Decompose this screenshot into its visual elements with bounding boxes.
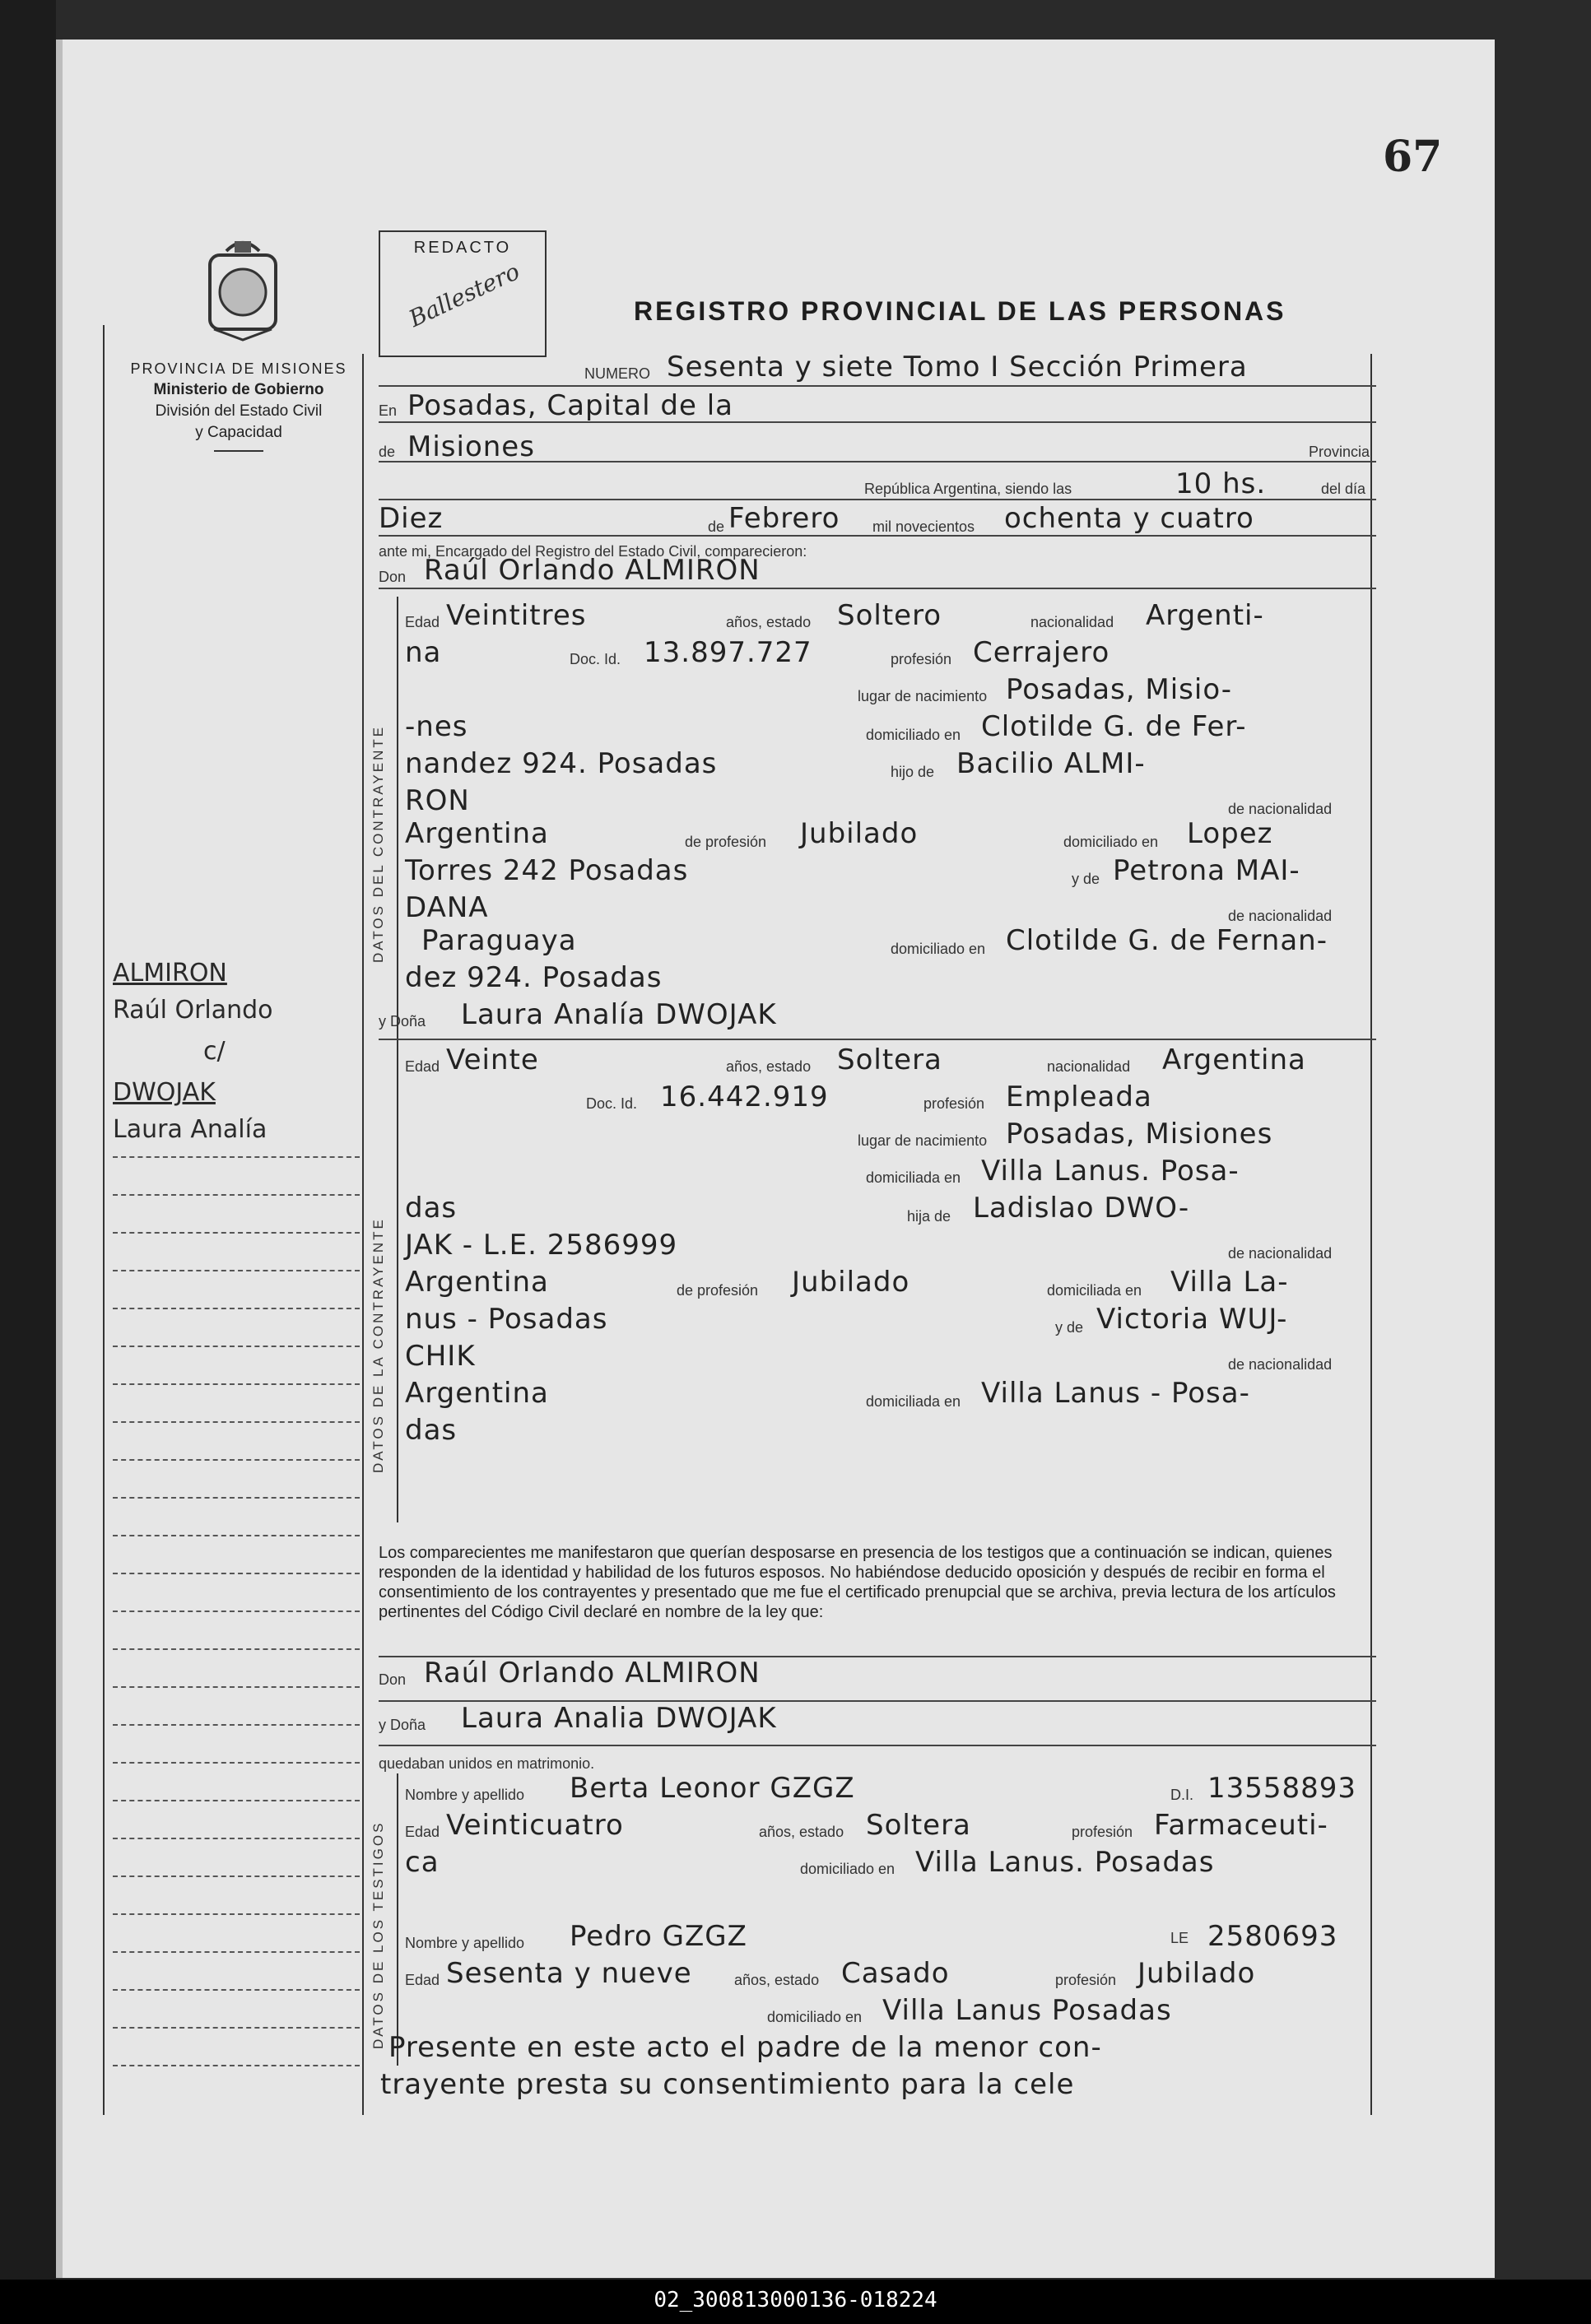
label-w1-nombre: Nombre y apellido <box>405 1787 525 1803</box>
value-anio: ochenta y cuatro <box>1004 502 1254 535</box>
w1-estado: Soltera <box>866 1809 971 1842</box>
margin-rule <box>113 1383 360 1385</box>
declaration-paragraph: Los comparecientes me manifestaron que querían desposarse en presencia de los testigos que a continuación se indican, quienes responden de la identidad y habilidad de los futuros esposos. No habiéndose deducido oposición y después de recibir en forma el consentimiento de los contrayentes y presentado que me fue el certificado prenupcial que se archiva, previa lectura de los artículos pertinentes del Código Civil declaré en nombre de la ley que: <box>379 1544 1336 1621</box>
label-madre-dom: domiciliado en <box>891 941 986 957</box>
label-datos-contrayente: DATOS DEL CONTRAYENTE <box>370 724 386 963</box>
bride-estado: Soltera <box>837 1043 942 1076</box>
margin-rule <box>113 1156 360 1158</box>
w2-edad: Sesenta y nueve <box>446 1957 692 1990</box>
margin-rule <box>113 1762 360 1764</box>
margin-surname-groom: ALMIRON <box>113 959 227 988</box>
value-don2: Raúl Orlando ALMIRON <box>424 1657 761 1690</box>
value-dia: Diez <box>379 502 444 535</box>
w2-nombre: Pedro GZGZ <box>570 1920 747 1953</box>
w2-prof: Jubilado <box>1137 1957 1256 1990</box>
bride-padre-cont: JAK - L.E. 2586999 <box>405 1229 678 1262</box>
margin-given-groom: Raúl Orlando <box>113 996 273 1025</box>
bride-lugar: Posadas, Misiones <box>1006 1118 1273 1150</box>
label-datos-testigos: DATOS DE LOS TESTIGOS <box>370 1820 386 2049</box>
groom-lugar-cont: -nes <box>405 710 468 743</box>
margin-rule <box>113 1270 360 1271</box>
form-rule <box>379 1745 1376 1746</box>
page-number: 67 <box>1383 132 1443 182</box>
bride-madre-cont: CHIK <box>405 1340 476 1373</box>
label-del-dia: del día <box>1321 481 1366 497</box>
margin-rule <box>113 1724 360 1726</box>
label-bride-madre-dom: domiciliada en <box>866 1393 961 1410</box>
bride-nac: Argentina <box>1162 1043 1306 1076</box>
label-w2-dom: domiciliado en <box>767 2009 863 2025</box>
label-bride-padre-profesion: de profesión <box>677 1282 759 1299</box>
margin-rule <box>113 2027 360 2029</box>
bride-madre-dom: Villa Lanus - Posa- <box>981 1377 1250 1410</box>
label-w2-estado: años, estado <box>734 1972 820 1988</box>
value-en: Posadas, Capital de la <box>407 389 733 422</box>
form-rule <box>379 588 1376 589</box>
groom-prof: Cerrajero <box>973 636 1110 669</box>
label-de: de <box>379 444 396 460</box>
label-w2-le: LE <box>1170 1930 1189 1946</box>
form-rule <box>379 385 1376 387</box>
groom-padre-prof: Jubilado <box>800 817 919 850</box>
margin-rule <box>113 1346 360 1347</box>
margin-given-bride: Laura Analía <box>113 1115 267 1144</box>
groom-nac: Argenti- <box>1146 599 1264 632</box>
note-line2: trayente presta su consentimiento para la cele <box>380 2068 1075 2101</box>
bride-dom-cont: das <box>405 1192 458 1225</box>
margin-rule <box>113 1232 360 1234</box>
bride-dom: Villa Lanus. Posa- <box>981 1155 1240 1188</box>
margin-rule <box>113 2065 360 2066</box>
w1-prof-cont: ca <box>405 1846 440 1879</box>
book-spine <box>0 0 56 2324</box>
value-hora: 10 hs. <box>1175 467 1267 500</box>
value-don: Raúl Orlando ALMIRON <box>424 554 761 587</box>
bride-block <box>397 1041 398 1522</box>
groom-padre: Bacilio ALMI- <box>956 747 1146 780</box>
groom-doc: 13.897.727 <box>644 636 812 669</box>
ministry-capacity: y Capacidad <box>195 424 282 441</box>
marriage-form <box>362 351 1384 2115</box>
margin-rule <box>113 1875 360 1877</box>
groom-padre-cont: RON <box>405 784 470 817</box>
form-rule <box>379 461 1376 462</box>
label-edad: Edad <box>405 614 440 630</box>
groom-edad: Veintitres <box>446 599 587 632</box>
label-datos-contrayenta: DATOS DE LA CONTRAYENTE <box>370 1217 386 1473</box>
groom-padre-dom-cont: Torres 242 Posadas <box>405 854 689 887</box>
w1-dom: Villa Lanus. Posadas <box>915 1846 1215 1879</box>
ministry-name: Ministerio de Gobierno <box>153 381 324 398</box>
label-bride-padre-dom: domiciliada en <box>1047 1282 1142 1299</box>
groom-padre-nac: Argentina <box>405 817 549 850</box>
label-bride-madre-nacionalidad: de nacionalidad <box>1228 1356 1333 1373</box>
label-bride-dom: domiciliada en <box>866 1169 961 1186</box>
groom-nac-cont: na <box>405 636 442 669</box>
label-w2-prof: profesión <box>1055 1972 1117 1988</box>
groom-dom-cont: nandez 924. Posadas <box>405 747 718 780</box>
w2-le: 2580693 <box>1207 1920 1338 1953</box>
bride-padre: Ladislao DWO- <box>973 1192 1190 1225</box>
form-rule <box>379 1700 1376 1702</box>
margin-rule <box>113 1686 360 1688</box>
label-w2-nombre: Nombre y apellido <box>405 1935 525 1951</box>
label-de-profesion: de profesión <box>685 834 767 850</box>
margin-rule <box>113 1611 360 1612</box>
groom-madre-cont: DANA <box>405 891 489 924</box>
groom-dom: Clotilde G. de Fer- <box>981 710 1247 743</box>
label-quedaban: quedaban unidos en matrimonio. <box>379 1755 595 1772</box>
label-bride-lugar: lugar de nacimiento <box>858 1132 988 1149</box>
value-mes: Febrero <box>728 502 840 535</box>
margin-rule <box>113 1194 360 1196</box>
value-de: Misiones <box>407 430 535 463</box>
label-provincia: Provincia <box>1309 444 1370 460</box>
groom-lugar: Posadas, Misio- <box>1006 673 1233 706</box>
margin-rule <box>113 1989 360 1991</box>
groom-madre: Petrona MAI- <box>1113 854 1300 887</box>
label-w1-dom: domiciliado en <box>800 1861 896 1877</box>
label-doc: Doc. Id. <box>570 651 621 667</box>
label-w1-di: D.I. <box>1170 1787 1194 1803</box>
label-bride-edad: Edad <box>405 1058 440 1075</box>
label-w1-estado: años, estado <box>759 1824 844 1840</box>
margin-rule <box>113 1648 360 1650</box>
bride-padre-nac: Argentina <box>405 1266 549 1299</box>
bride-doc: 16.442.919 <box>660 1081 829 1113</box>
margin-rule <box>113 1951 360 1953</box>
label-mil: mil novecientos <box>872 518 975 535</box>
label-bride-prof: profesión <box>923 1095 985 1112</box>
margin-rule <box>113 1308 360 1309</box>
groom-padre-dom: Lopez <box>1187 817 1273 850</box>
label-y-dona: y Doña <box>379 1013 426 1030</box>
margin-rule <box>113 1421 360 1423</box>
label-domiciliado: domiciliado en <box>866 727 961 743</box>
label-padre-dom: domiciliado en <box>1063 834 1159 850</box>
label-profesion: profesión <box>891 651 952 667</box>
ministry-division: División del Estado Civil <box>155 402 323 420</box>
groom-madre-dom-cont: dez 924. Posadas <box>405 961 663 994</box>
label-de-mes: de <box>708 518 725 535</box>
value-dona: Laura Analía DWOJAK <box>461 998 777 1031</box>
label-w1-edad: Edad <box>405 1824 440 1840</box>
label-hija-de: hija de <box>907 1208 951 1225</box>
margin-column <box>103 325 364 2115</box>
margin-rule <box>113 1800 360 1801</box>
row-numero <box>379 351 1384 387</box>
groom-block <box>397 597 398 1053</box>
bride-edad: Veinte <box>446 1043 539 1076</box>
label-nacionalidad: nacionalidad <box>1030 614 1114 630</box>
margin-rule <box>113 1535 360 1536</box>
witness-block <box>397 1773 398 2066</box>
groom-estado: Soltero <box>837 599 942 632</box>
margin-rule <box>113 1838 360 1839</box>
margin-rule <box>113 1573 360 1574</box>
value-dona2: Laura Analia DWOJAK <box>461 1702 777 1735</box>
form-rule <box>379 421 1376 423</box>
note-line1: Presente en este acto el padre de la menor con- <box>388 2031 1102 2064</box>
ministry-province: PROVINCIA DE MISIONES <box>130 360 347 377</box>
groom-madre-nac: Paraguaya <box>421 924 577 957</box>
margin-surname-bride: DWOJAK <box>113 1078 216 1107</box>
label-don: Don <box>379 569 407 585</box>
label-hijo-de: hijo de <box>891 764 935 780</box>
redacto-stamp <box>379 230 547 357</box>
bride-padre-dom-cont: nus - Posadas <box>405 1303 608 1336</box>
bride-padre-prof: Jubilado <box>792 1266 910 1299</box>
w1-edad: Veinticuatro <box>446 1809 624 1842</box>
label-bride-estado: años, estado <box>726 1058 812 1075</box>
label-don2: Don <box>379 1671 407 1688</box>
bride-madre-nac: Argentina <box>405 1377 549 1410</box>
redacto-signature: Ballestero <box>404 258 524 332</box>
form-rule <box>379 499 1376 500</box>
bride-prof: Empleada <box>1006 1081 1152 1113</box>
margin-rule <box>113 1459 360 1461</box>
label-w1-prof: profesión <box>1072 1824 1133 1840</box>
register-title: REGISTRO PROVINCIAL DE LAS PERSONAS <box>634 296 1286 326</box>
label-dona2: y Doña <box>379 1717 426 1733</box>
label-bride-y-de: y de <box>1055 1319 1084 1336</box>
bride-padre-dom: Villa La- <box>1170 1266 1289 1299</box>
label-y-de: y de <box>1072 871 1100 887</box>
form-rule <box>379 1039 1376 1040</box>
label-republica: República Argentina, siendo las <box>864 481 1072 497</box>
label-bride-doc: Doc. Id. <box>586 1095 638 1112</box>
margin-rule <box>113 1913 360 1915</box>
label-bride-nac: nacionalidad <box>1047 1058 1131 1075</box>
w2-dom: Villa Lanus Posadas <box>882 1994 1172 2027</box>
w1-di: 13558893 <box>1207 1772 1357 1805</box>
margin-rule <box>113 1497 360 1499</box>
label-de-nacionalidad: de nacionalidad <box>1228 801 1333 817</box>
image-caption: 02_300813000136-018224 <box>654 2288 937 2312</box>
w2-estado: Casado <box>841 1957 950 1990</box>
label-ante: ante mi, Encargado del Registro del Estado Civil, comparecieron: <box>379 543 807 560</box>
label-anos-estado: años, estado <box>726 614 812 630</box>
value-numero: Sesenta y siete Tomo I Sección Primera <box>667 351 1248 383</box>
form-rule <box>379 1656 1376 1657</box>
w1-prof: Farmaceuti- <box>1154 1809 1328 1842</box>
form-rule <box>379 535 1376 537</box>
bride-madre-dom-cont: das <box>405 1414 458 1447</box>
label-madre-nacionalidad: de nacionalidad <box>1228 908 1333 924</box>
label-w2-edad: Edad <box>405 1972 440 1988</box>
label-lugar: lugar de nacimiento <box>858 688 988 704</box>
bride-madre: Victoria WUJ- <box>1096 1303 1288 1336</box>
groom-madre-dom: Clotilde G. de Fernan- <box>1006 924 1328 957</box>
label-bride-padre-nacionalidad: de nacionalidad <box>1228 1245 1333 1262</box>
label-numero: NUMERO <box>584 365 650 382</box>
margin-separator: c/ <box>203 1037 226 1066</box>
label-en: En <box>379 402 398 419</box>
redacto-label: REDACTO <box>413 239 512 257</box>
w1-nombre: Berta Leonor GZGZ <box>570 1772 855 1805</box>
